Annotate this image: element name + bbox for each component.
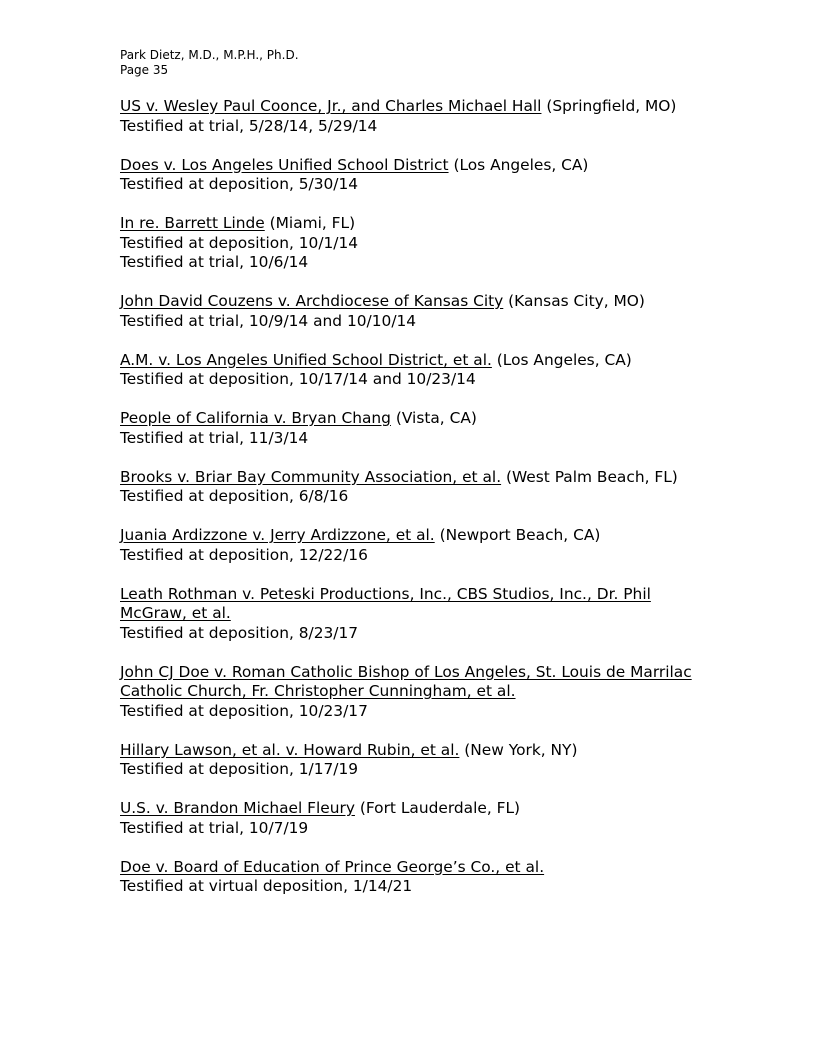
list-item bbox=[120, 214, 705, 273]
testimony-detail: Testified at trial, 10/9/14 and 10/10/14 bbox=[120, 311, 417, 330]
testimony-detail: Testified at deposition, 6/8/16 bbox=[120, 487, 349, 505]
testimony-detail: Testified at deposition, 1/17/19 bbox=[120, 760, 359, 778]
case-location: (Vista, CA) bbox=[390, 409, 477, 427]
case-location: (Springfield, MO) bbox=[541, 97, 677, 115]
testimony-detail: Testified at deposition, 10/1/14 bbox=[120, 233, 359, 252]
list-item bbox=[120, 858, 705, 897]
page-header bbox=[120, 48, 705, 78]
testimony-detail: Testified at virtual deposition, 1/14/21 bbox=[120, 877, 413, 895]
testimony-detail: Testified at deposition, 10/17/14 and 10/23/14 bbox=[120, 370, 476, 388]
case-title: A.M. v. Los Angeles Unified School District, et al. bbox=[120, 350, 492, 369]
page-number: Page 35 bbox=[120, 63, 169, 77]
case-title: In re. Barrett Linde bbox=[120, 214, 265, 232]
case-location: (Los Angeles, CA) bbox=[448, 155, 589, 174]
case-title: Brooks v. Briar Bay Community Association, et al. bbox=[120, 467, 502, 486]
list-item bbox=[120, 663, 705, 722]
testimony-detail: Testified at deposition, 5/30/14 bbox=[120, 175, 359, 193]
case-title: U.S. v. Brandon Michael Fleury bbox=[120, 799, 355, 817]
testimony-detail: Testified at trial, 10/6/14 bbox=[120, 253, 309, 271]
case-title: Juania Ardizzone v. Jerry Ardizzone, et al. bbox=[120, 526, 435, 544]
list-item bbox=[120, 292, 705, 331]
case-title: John David Couzens v. Archdiocese of Kansas City bbox=[120, 292, 504, 310]
case-location: (Fort Lauderdale, FL) bbox=[354, 799, 521, 817]
case-title: John CJ Doe v. Roman Catholic Bishop of Los Angeles, St. Louis de Marrilac Catholic Church, Fr. Christopher Cunningham, et al. bbox=[120, 662, 692, 700]
case-location: (Miami, FL) bbox=[264, 214, 356, 232]
list-item bbox=[120, 585, 705, 644]
case-title: Leath Rothman v. Peteski Productions, Inc., CBS Studios, Inc., Dr. Phil McGraw, et al. bbox=[120, 584, 651, 622]
case-title: US v. Wesley Paul Coonce, Jr., and Charles Michael Hall bbox=[120, 97, 542, 115]
testimony-detail: Testified at trial, 5/28/14, 5/29/14 bbox=[120, 116, 378, 135]
testimony-detail: Testified at trial, 11/3/14 bbox=[120, 428, 309, 447]
list-item bbox=[120, 156, 705, 195]
case-location: (West Palm Beach, FL) bbox=[501, 467, 678, 486]
author-name: Park Dietz, M.D., M.P.H., Ph.D. bbox=[120, 48, 299, 62]
case-location: (Kansas City, MO) bbox=[503, 292, 645, 310]
testimony-detail: Testified at deposition, 12/22/16 bbox=[120, 545, 368, 564]
testimony-detail: Testified at deposition, 8/23/17 bbox=[120, 623, 359, 642]
testimony-list bbox=[120, 97, 705, 897]
document-page bbox=[120, 48, 705, 916]
list-item bbox=[120, 741, 705, 780]
testimony-detail: Testified at deposition, 10/23/17 bbox=[120, 701, 368, 720]
list-item bbox=[120, 351, 705, 390]
case-title: People of California v. Bryan Chang bbox=[120, 409, 391, 427]
case-title: Hillary Lawson, et al. v. Howard Rubin, et al. bbox=[120, 740, 460, 759]
case-location: (Newport Beach, CA) bbox=[434, 526, 601, 544]
list-item bbox=[120, 97, 705, 136]
case-location: (Los Angeles, CA) bbox=[491, 350, 632, 369]
list-item bbox=[120, 526, 705, 565]
list-item bbox=[120, 799, 705, 838]
case-title: Doe v. Board of Education of Prince George’s Co., et al. bbox=[120, 857, 545, 876]
case-title: Does v. Los Angeles Unified School District bbox=[120, 155, 449, 174]
list-item bbox=[120, 468, 705, 507]
case-location: (New York, NY) bbox=[459, 740, 578, 759]
list-item bbox=[120, 409, 705, 448]
testimony-detail: Testified at trial, 10/7/19 bbox=[120, 818, 309, 837]
